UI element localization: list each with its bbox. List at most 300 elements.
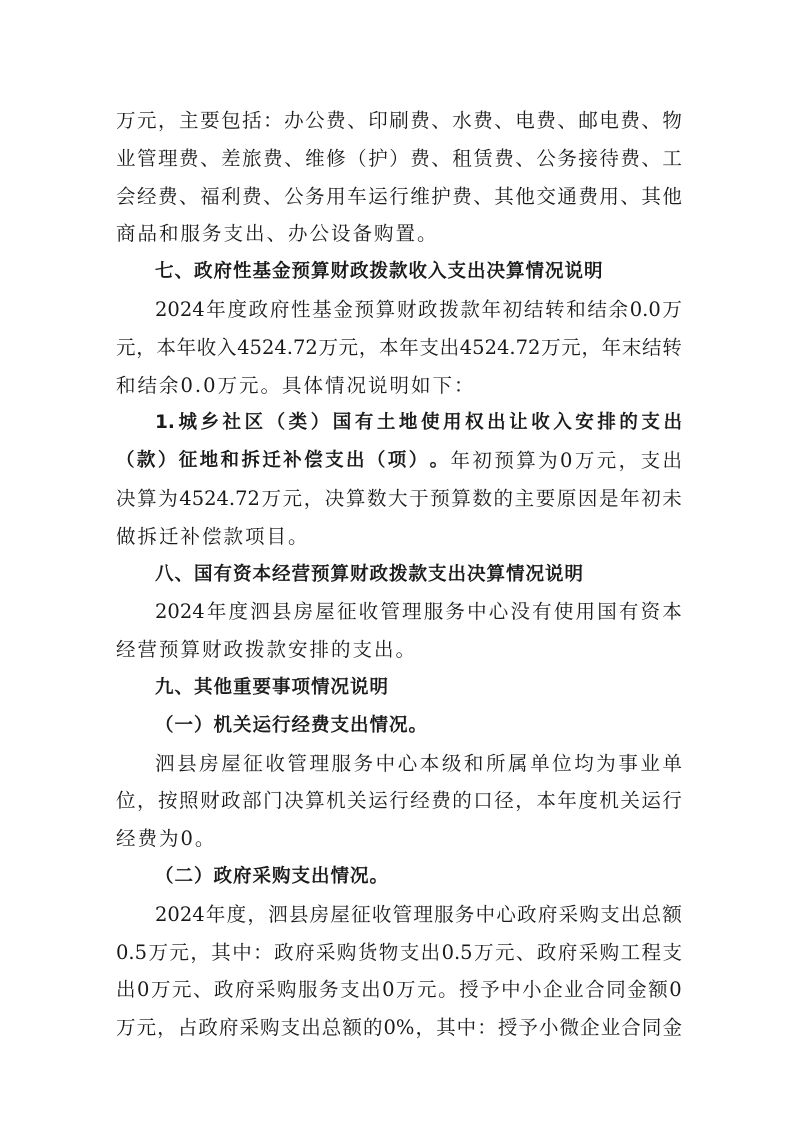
body-text: 业 bbox=[600, 1016, 621, 1040]
body-text: 府 bbox=[218, 1016, 239, 1040]
body-text: ， bbox=[247, 902, 267, 926]
body-text: 位 bbox=[116, 789, 136, 813]
body-text: 公 bbox=[305, 109, 325, 132]
body-text: 屋 bbox=[330, 902, 350, 926]
section-heading bbox=[116, 707, 682, 745]
body-text: 因 bbox=[577, 486, 598, 510]
body-text: 、 bbox=[431, 109, 451, 132]
body-text: 本 bbox=[536, 789, 556, 813]
body-text: 服 bbox=[434, 902, 454, 926]
body-text: ： bbox=[263, 109, 283, 132]
body-text: 予 bbox=[480, 978, 500, 1002]
bold-text: 的 bbox=[619, 412, 638, 434]
body-text: 他 bbox=[515, 184, 535, 208]
bold-text: （ bbox=[116, 450, 135, 472]
body-text: 费 bbox=[431, 789, 451, 813]
body-text: 务 bbox=[353, 751, 374, 775]
body-text: 运 bbox=[641, 789, 661, 813]
body-text: 0% bbox=[383, 1016, 415, 1040]
body-text: 结 bbox=[642, 335, 662, 359]
bold-text: 使 bbox=[420, 412, 440, 434]
body-text: 0.5 bbox=[116, 940, 148, 964]
body-text: 万 bbox=[318, 335, 338, 359]
body-text: 运 bbox=[368, 789, 388, 813]
body-text: 务 bbox=[445, 600, 465, 624]
body-text: 县 bbox=[288, 902, 309, 926]
body-text: 政 bbox=[213, 978, 234, 1002]
body-text: 租 bbox=[452, 146, 472, 170]
body-text: 位 bbox=[552, 751, 572, 775]
body-text: 府 bbox=[269, 297, 290, 321]
body-text: ， bbox=[618, 449, 639, 473]
body-text: 0.0 bbox=[629, 297, 661, 321]
body-text: 为 bbox=[158, 486, 178, 510]
body-text: 初 bbox=[472, 449, 492, 473]
body-text: 、 bbox=[557, 109, 577, 132]
body-text: 邮 bbox=[578, 109, 598, 132]
body-text: 理 bbox=[309, 751, 329, 775]
body-text: 服 bbox=[298, 978, 318, 1002]
bold-text: ） bbox=[310, 412, 330, 434]
body-text: 占 bbox=[177, 1016, 198, 1040]
body-text: 算 bbox=[516, 449, 536, 473]
section-heading bbox=[116, 556, 682, 594]
section-heading bbox=[116, 253, 682, 291]
body-text: 数 bbox=[472, 486, 492, 510]
body-text: 元 bbox=[338, 335, 359, 359]
body-text: 护 bbox=[368, 146, 388, 170]
bold-text: 偿 bbox=[304, 450, 323, 472]
body-text: 中 bbox=[456, 1016, 477, 1040]
body-text: 算 bbox=[305, 789, 325, 813]
body-text: 的 bbox=[362, 1016, 383, 1040]
body-text: 0.5 bbox=[441, 940, 473, 964]
body-text: 收 bbox=[265, 751, 285, 775]
document-body bbox=[116, 102, 682, 1047]
text-line bbox=[116, 140, 682, 178]
body-text: 年 bbox=[620, 486, 640, 510]
body-text: 其 bbox=[641, 184, 661, 208]
body-text: 采 bbox=[315, 940, 336, 964]
body-text: 商品和服务支出、办公设备购置。 bbox=[116, 222, 439, 246]
body-text: 理 bbox=[402, 600, 422, 624]
body-text: 结 bbox=[587, 297, 607, 321]
body-text: 通 bbox=[557, 184, 577, 208]
body-text: 决 bbox=[116, 486, 136, 510]
body-text: 未 bbox=[662, 486, 682, 510]
body-text: 差 bbox=[221, 146, 241, 170]
body-text: 金 bbox=[627, 978, 647, 1002]
body-text: 主 bbox=[514, 486, 535, 510]
body-text: 泗 bbox=[155, 751, 175, 775]
body-text: 万 bbox=[116, 1016, 136, 1040]
bold-text: 补 bbox=[283, 450, 302, 472]
body-text: 业 bbox=[640, 751, 660, 775]
body-text: 水 bbox=[452, 109, 472, 132]
body-text: 中 bbox=[467, 600, 487, 624]
body-text: 接 bbox=[578, 146, 598, 170]
body-text: 和 bbox=[566, 297, 586, 321]
body-text: 微 bbox=[559, 1016, 580, 1040]
body-text: 务 bbox=[454, 902, 475, 926]
body-text: 年 bbox=[601, 335, 622, 359]
body-text: 府 bbox=[537, 902, 558, 926]
body-text: 其 bbox=[436, 1016, 456, 1040]
body-text: 物 bbox=[662, 109, 682, 132]
body-text: 中 bbox=[232, 940, 252, 964]
body-text: 支 bbox=[640, 449, 661, 473]
body-text: 级 bbox=[441, 751, 462, 775]
body-text: 4524.72 bbox=[237, 335, 318, 359]
body-text: 理 bbox=[413, 902, 433, 926]
body-text: 和 bbox=[463, 751, 484, 775]
body-text: 办 bbox=[284, 109, 304, 132]
body-text: 经营预算财政拨款安排的支出。 bbox=[116, 638, 418, 662]
bold-text: 出 bbox=[345, 450, 365, 472]
body-text: ， bbox=[415, 1016, 436, 1040]
body-text: 用 bbox=[575, 600, 596, 624]
body-text: 、 bbox=[200, 146, 220, 170]
body-text: 支 bbox=[340, 978, 360, 1002]
text-line bbox=[116, 518, 682, 556]
bold-text: 国 bbox=[332, 412, 352, 434]
body-text: ， bbox=[515, 789, 535, 813]
body-text: 决 bbox=[324, 486, 345, 510]
body-text: 经费为0。 bbox=[116, 827, 217, 851]
body-text: 2024 bbox=[155, 297, 205, 321]
body-text: 程 bbox=[641, 940, 662, 964]
body-text: 门 bbox=[263, 789, 283, 813]
body-text: 出 bbox=[301, 1016, 321, 1040]
body-text: 算 bbox=[451, 486, 471, 510]
body-text: 总 bbox=[321, 1016, 342, 1040]
body-text: 、 bbox=[641, 109, 661, 132]
body-text: 泗 bbox=[268, 902, 288, 926]
text-line bbox=[116, 1009, 682, 1047]
body-text: 授 bbox=[459, 978, 479, 1002]
body-text: 年 bbox=[557, 789, 577, 813]
body-text: 元 bbox=[171, 978, 192, 1002]
body-text: 管 bbox=[137, 146, 157, 170]
body-text: 管 bbox=[380, 600, 400, 624]
body-text: 国 bbox=[597, 600, 617, 624]
body-text: 有 bbox=[618, 600, 639, 624]
heading-text: （一）机关运行经费支出情况。 bbox=[155, 714, 429, 736]
body-text: 采 bbox=[558, 902, 579, 926]
bold-text: 安 bbox=[575, 412, 594, 434]
body-text: 做拆迁补偿款项目。 bbox=[116, 524, 310, 548]
text-line bbox=[116, 442, 682, 480]
body-text: 征 bbox=[351, 902, 371, 926]
body-text: 行 bbox=[389, 184, 409, 208]
body-text: 修 bbox=[326, 146, 346, 170]
body-text: 心 bbox=[488, 600, 509, 624]
body-text: 费 bbox=[410, 109, 430, 132]
heading-text: （二）政府采购支出情况。 bbox=[155, 865, 390, 887]
body-text: 车 bbox=[347, 184, 367, 208]
body-text: 同 bbox=[641, 1016, 662, 1040]
body-text: 费 bbox=[473, 109, 493, 132]
body-text: 年 bbox=[450, 449, 471, 473]
body-text: 待 bbox=[599, 146, 619, 170]
body-text: 旅 bbox=[242, 146, 262, 170]
bold-text: 社 bbox=[222, 412, 242, 434]
body-text: 用 bbox=[599, 184, 619, 208]
body-text: 关 bbox=[620, 789, 640, 813]
bold-text: 地 bbox=[199, 450, 219, 472]
body-text: 算 bbox=[137, 486, 157, 510]
body-text: 机 bbox=[599, 789, 619, 813]
body-text: 入 bbox=[216, 335, 237, 359]
bold-text: 让 bbox=[509, 412, 528, 434]
bold-text: 出 bbox=[487, 412, 506, 434]
body-text: 没 bbox=[510, 600, 530, 624]
heading-text: 九、其他重要事项情况说明 bbox=[155, 676, 390, 698]
body-text: 购 bbox=[277, 978, 297, 1002]
bold-text: 和 bbox=[220, 450, 240, 472]
body-text: 屋 bbox=[315, 600, 335, 624]
body-text: 0 bbox=[137, 978, 150, 1002]
body-text: 年 bbox=[205, 902, 226, 926]
body-text: 费 bbox=[179, 146, 199, 170]
body-text: 电 bbox=[599, 109, 619, 132]
body-text: 同 bbox=[606, 978, 626, 1002]
body-text: 会 bbox=[116, 184, 136, 208]
body-text: 购 bbox=[260, 1016, 280, 1040]
body-text: 务 bbox=[305, 184, 325, 208]
body-text: 4524.72 bbox=[459, 335, 541, 359]
body-text: 业 bbox=[564, 978, 584, 1002]
body-text: 总 bbox=[641, 902, 662, 926]
body-text: 括 bbox=[242, 109, 262, 132]
body-text: 万 bbox=[148, 940, 168, 964]
bold-text: ） bbox=[408, 450, 428, 472]
body-text: 、 bbox=[494, 109, 514, 132]
bold-text: 迁 bbox=[262, 450, 281, 472]
bold-text: 城 bbox=[178, 412, 197, 434]
body-text: 2024 bbox=[155, 902, 205, 926]
body-text: 、 bbox=[473, 184, 493, 208]
bold-text: 类 bbox=[288, 412, 308, 434]
body-text: 行 bbox=[389, 789, 409, 813]
body-text: 预 bbox=[430, 486, 450, 510]
body-text: 工 bbox=[662, 146, 682, 170]
body-text: 。 bbox=[438, 978, 458, 1002]
body-text: 算 bbox=[345, 486, 366, 510]
bold-text: ） bbox=[157, 450, 177, 472]
body-text: 用 bbox=[326, 184, 346, 208]
body-text: 转 bbox=[545, 297, 565, 321]
body-text: 包 bbox=[221, 109, 241, 132]
body-text: 服 bbox=[331, 751, 352, 775]
body-text: 合 bbox=[585, 978, 605, 1002]
body-text: 中 bbox=[475, 902, 496, 926]
body-text: 务 bbox=[557, 146, 577, 170]
body-text: 费 bbox=[578, 184, 598, 208]
body-text: 0 bbox=[560, 449, 573, 473]
body-text: 费 bbox=[494, 146, 514, 170]
heading-text: 七、政府性基金预算财政拨款收入支出决算情况说明 bbox=[155, 261, 604, 283]
body-text: 服 bbox=[423, 600, 444, 624]
text-line bbox=[116, 782, 682, 820]
body-text: 护 bbox=[431, 184, 451, 208]
body-text: 性 bbox=[290, 297, 311, 321]
text-line bbox=[116, 971, 682, 1009]
body-text: 元 bbox=[116, 335, 136, 359]
body-text: 大 bbox=[388, 486, 408, 510]
body-text: 元 bbox=[136, 1016, 157, 1040]
body-text: 费 bbox=[536, 109, 556, 132]
body-text: 0 bbox=[669, 978, 682, 1002]
body-text: 万 bbox=[574, 449, 595, 473]
body-text: 4524.72 bbox=[179, 486, 260, 510]
body-text: 、 bbox=[431, 146, 451, 170]
text-line bbox=[116, 178, 682, 216]
body-text: 政 bbox=[221, 789, 241, 813]
body-text: 是 bbox=[599, 486, 619, 510]
text-line bbox=[116, 896, 682, 934]
body-text: 其 bbox=[211, 940, 231, 964]
body-text: 理 bbox=[158, 146, 178, 170]
body-text: 、 bbox=[641, 146, 661, 170]
body-text: 预 bbox=[354, 297, 375, 321]
body-text: 出 bbox=[439, 335, 460, 359]
body-text: 预 bbox=[494, 449, 514, 473]
body-text: 照 bbox=[179, 789, 199, 813]
body-text: 、 bbox=[515, 940, 536, 964]
body-text: 业 bbox=[116, 146, 136, 170]
body-text: 货 bbox=[357, 940, 378, 964]
bold-text: 支 bbox=[641, 412, 660, 434]
body-text: 金 bbox=[662, 1016, 682, 1040]
bold-text: （ bbox=[366, 450, 386, 472]
body-text: ， bbox=[303, 486, 324, 510]
body-text: 利 bbox=[221, 184, 241, 208]
body-text: 元 bbox=[596, 449, 617, 473]
bold-text: 项 bbox=[387, 450, 407, 472]
bold-text: 入 bbox=[553, 412, 572, 434]
body-text: 万 bbox=[541, 335, 561, 359]
body-text: 支 bbox=[600, 902, 620, 926]
body-text: 费 bbox=[158, 184, 178, 208]
body-text: 的 bbox=[452, 789, 472, 813]
body-text: 其 bbox=[494, 184, 514, 208]
text-line bbox=[116, 745, 682, 783]
body-text: 管 bbox=[392, 902, 413, 926]
body-text: 2024 bbox=[155, 600, 205, 624]
body-text: 度 bbox=[227, 297, 247, 321]
body-text: 度 bbox=[226, 902, 247, 926]
body-text: ） bbox=[389, 146, 409, 170]
body-text: 数 bbox=[366, 486, 387, 510]
body-text: 行 bbox=[662, 789, 682, 813]
body-text: 交 bbox=[536, 184, 556, 208]
body-text: 赁 bbox=[473, 146, 493, 170]
bold-text: 款 bbox=[136, 450, 156, 472]
body-text: 政 bbox=[536, 940, 557, 964]
body-text: 末 bbox=[621, 335, 642, 359]
body-text: 按 bbox=[158, 789, 178, 813]
body-text: ， bbox=[136, 335, 156, 359]
body-text: 府 bbox=[295, 940, 315, 964]
body-text: 和结余0.0万元。具体情况说明如下： bbox=[116, 373, 476, 397]
body-text: 工 bbox=[620, 940, 641, 964]
body-text: 采 bbox=[256, 978, 276, 1002]
body-text: 县 bbox=[177, 751, 197, 775]
body-text: （ bbox=[347, 146, 367, 170]
body-text: 元 bbox=[282, 486, 303, 510]
body-text: 泗 bbox=[250, 600, 270, 624]
body-text: 屋 bbox=[221, 751, 241, 775]
body-text: 财 bbox=[396, 297, 417, 321]
body-text: 公 bbox=[536, 146, 556, 170]
body-text: 万 bbox=[662, 297, 682, 321]
body-text: 资 bbox=[640, 600, 661, 624]
body-text: 元 bbox=[169, 940, 189, 964]
body-text: 经 bbox=[410, 789, 430, 813]
body-text: 0 bbox=[382, 978, 395, 1002]
body-text: 万 bbox=[396, 978, 416, 1002]
body-text: 府 bbox=[235, 978, 255, 1002]
text-line bbox=[116, 215, 682, 253]
body-text: 本 bbox=[662, 600, 682, 624]
body-text: 为 bbox=[596, 751, 616, 775]
body-text: 额 bbox=[648, 978, 668, 1002]
body-text: 合 bbox=[621, 1016, 641, 1040]
body-text: 出 bbox=[420, 940, 441, 964]
body-text: 结 bbox=[523, 297, 544, 321]
bold-text: 乡 bbox=[200, 412, 219, 434]
body-text: 年 bbox=[206, 600, 227, 624]
text-line bbox=[116, 631, 682, 669]
body-text: 刷 bbox=[389, 109, 409, 132]
body-text: 元 bbox=[494, 940, 515, 964]
body-text: 财 bbox=[200, 789, 220, 813]
section-heading bbox=[116, 669, 682, 707]
body-text: 主 bbox=[179, 109, 199, 132]
body-text: 算 bbox=[375, 297, 396, 321]
body-text: 费 bbox=[620, 109, 640, 132]
body-text: ： bbox=[477, 1016, 497, 1040]
body-text: 予 bbox=[518, 1016, 538, 1040]
body-text: 费 bbox=[620, 146, 640, 170]
body-text: 维 bbox=[305, 146, 325, 170]
bold-text: 用 bbox=[443, 412, 462, 434]
body-text: 均 bbox=[574, 751, 594, 775]
body-text: 径 bbox=[494, 789, 514, 813]
body-text: 机 bbox=[326, 789, 346, 813]
bold-text: 区 bbox=[244, 412, 264, 434]
body-text: 支 bbox=[662, 940, 682, 964]
bold-text: 权 bbox=[465, 412, 484, 434]
body-text: 政 bbox=[418, 297, 438, 321]
body-text: 采 bbox=[578, 940, 599, 964]
body-text: 余 bbox=[608, 297, 629, 321]
bold-text: 排 bbox=[597, 412, 616, 434]
body-text: 初 bbox=[502, 297, 523, 321]
bold-text: 拆 bbox=[241, 450, 260, 472]
body-text: 他 bbox=[662, 184, 682, 208]
body-text: 为 bbox=[538, 449, 558, 473]
body-text: ， bbox=[137, 789, 157, 813]
body-text: 企 bbox=[580, 1016, 600, 1040]
body-text: ， bbox=[190, 940, 210, 964]
bold-text: 收 bbox=[531, 412, 550, 434]
body-text: 管 bbox=[287, 751, 307, 775]
body-text: 额 bbox=[342, 1016, 362, 1040]
body-text: 维 bbox=[410, 184, 430, 208]
body-text: 部 bbox=[242, 789, 262, 813]
